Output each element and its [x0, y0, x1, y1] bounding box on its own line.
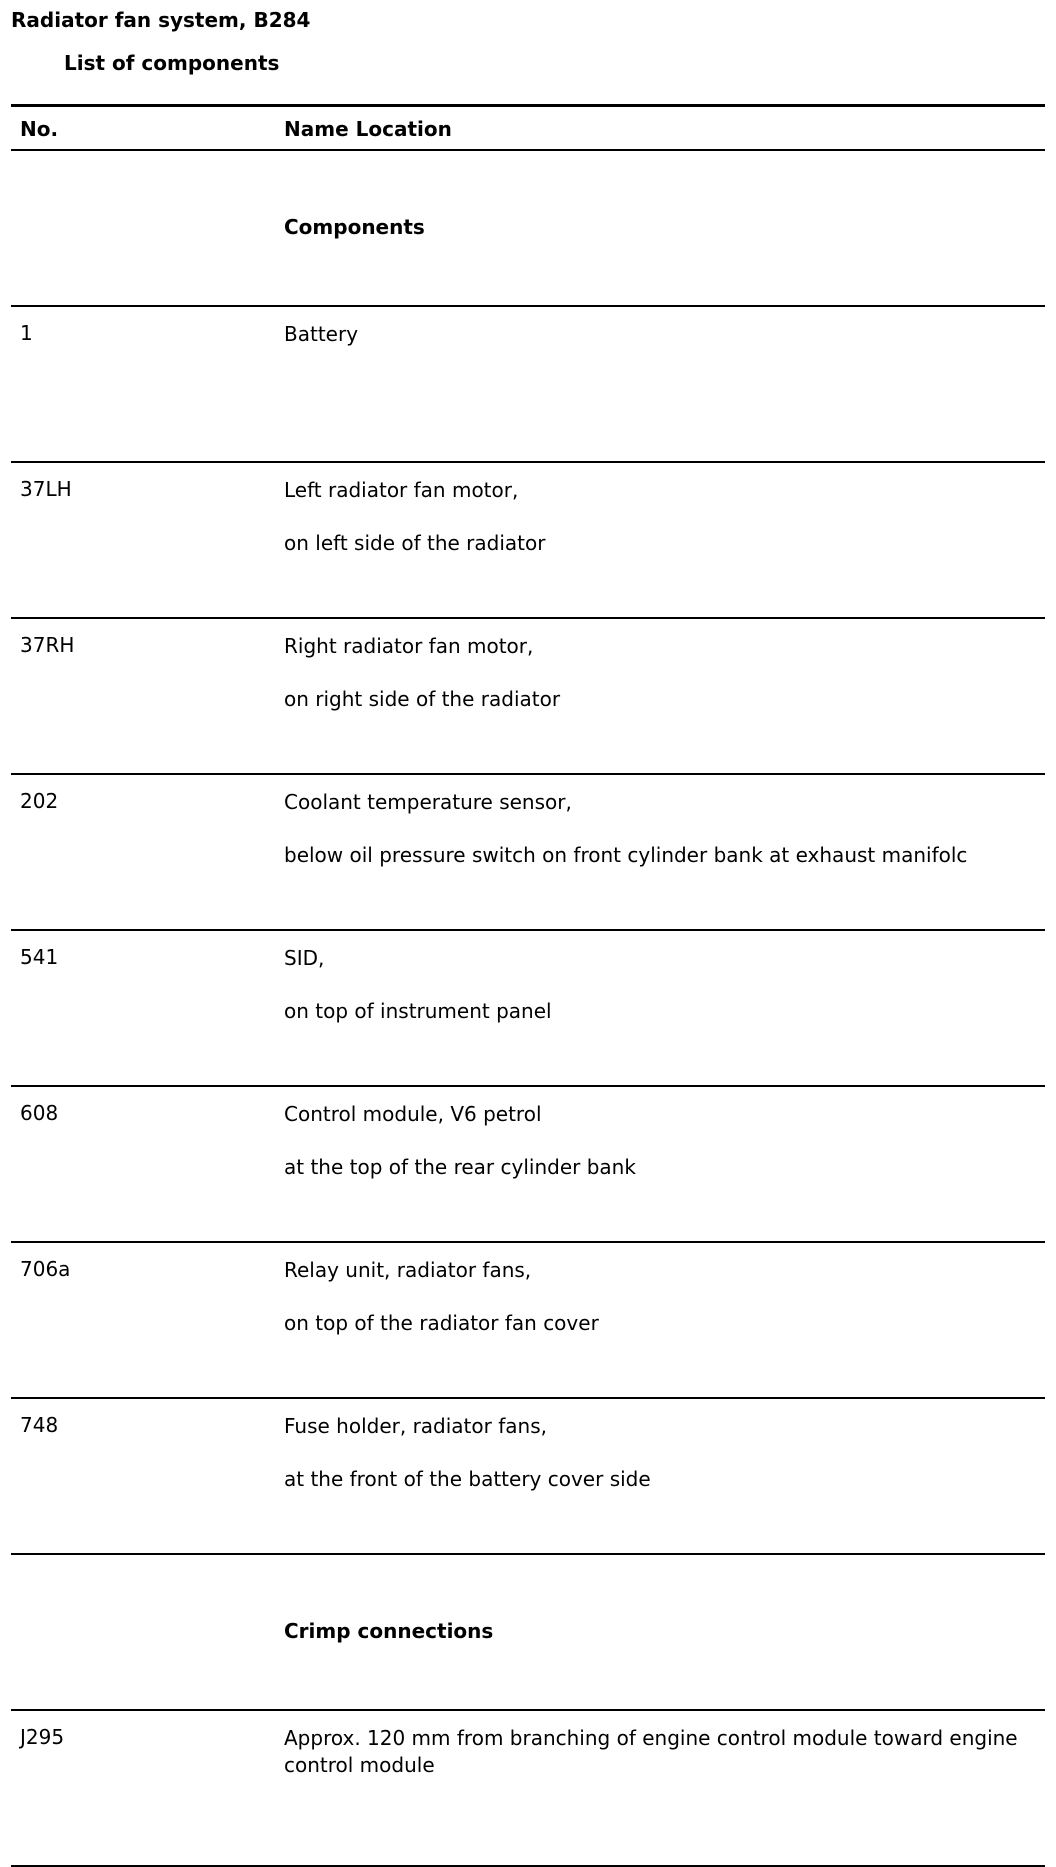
section-title: Crimp connections	[284, 1619, 494, 1643]
component-location: below oil pressure switch on front cylinder bank at exhaust manifolc	[284, 843, 968, 867]
document-subtitle: List of components	[64, 51, 280, 75]
component-location: on top of the radiator fan cover	[284, 1311, 599, 1335]
component-number: 541	[20, 945, 59, 969]
component-name: Relay unit, radiator fans,	[284, 1258, 532, 1282]
component-number: 748	[20, 1413, 59, 1437]
component-number: 202	[20, 789, 59, 813]
component-location: at the top of the rear cylinder bank	[284, 1155, 636, 1179]
component-location: on left side of the radiator	[284, 531, 546, 555]
component-number: 1	[20, 321, 33, 345]
column-header-no: No.	[20, 117, 59, 141]
table-row	[11, 775, 1045, 931]
component-name: Battery	[284, 322, 359, 346]
component-name: Coolant temperature sensor,	[284, 790, 572, 814]
column-header-name-location: Name Location	[284, 117, 452, 141]
components-table	[11, 104, 1045, 1867]
table-row	[11, 1711, 1045, 1867]
component-number: 37LH	[20, 477, 72, 501]
section-title: Components	[284, 215, 425, 239]
component-number: 37RH	[20, 633, 75, 657]
table-header-row	[11, 104, 1045, 151]
component-name: Right radiator fan motor,	[284, 634, 534, 658]
component-number: 608	[20, 1101, 59, 1125]
component-location: on top of instrument panel	[284, 999, 552, 1023]
component-number: 706a	[20, 1257, 71, 1281]
component-number: J295	[20, 1725, 65, 1749]
component-location: at the front of the battery cover side	[284, 1467, 651, 1491]
document-title: Radiator fan system, B284	[11, 8, 311, 32]
component-location: on right side of the radiator	[284, 687, 561, 711]
table-row	[11, 463, 1045, 619]
table-row	[11, 619, 1045, 775]
table-row	[11, 1399, 1045, 1555]
component-name: Control module, V6 petrol	[284, 1102, 542, 1126]
component-name: Approx. 120 mm from branching of engine control module toward engine control module	[284, 1726, 1018, 1777]
table-row	[11, 1243, 1045, 1399]
component-name: Left radiator fan motor,	[284, 478, 519, 502]
section-header-components	[11, 151, 1045, 307]
component-name: SID,	[284, 946, 325, 970]
table-row	[11, 307, 1045, 463]
section-header-crimp-connections	[11, 1555, 1045, 1711]
component-name: Fuse holder, radiator fans,	[284, 1414, 547, 1438]
table-row	[11, 931, 1045, 1087]
table-row	[11, 1087, 1045, 1243]
